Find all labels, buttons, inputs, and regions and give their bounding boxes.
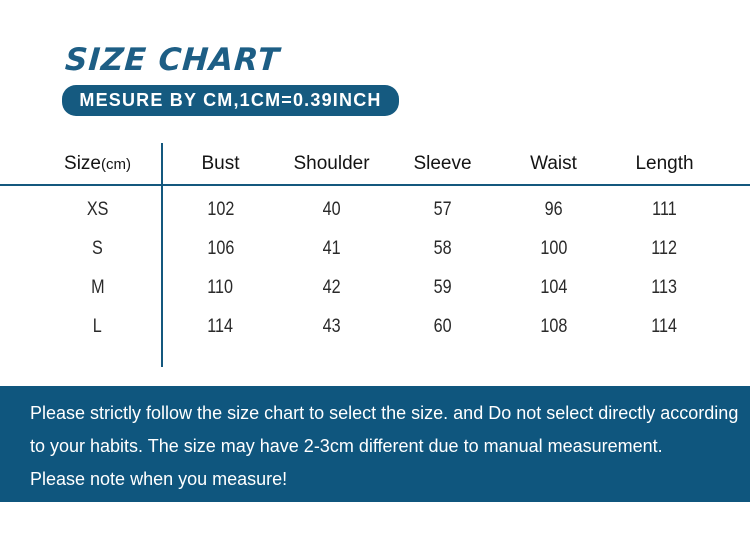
shoulder-cell: 43	[322, 315, 341, 337]
bust-cell: 110	[207, 276, 234, 298]
size-table-body	[0, 184, 750, 346]
footer-note-line-3: Please note when you measure!	[30, 469, 288, 489]
bust-cell: 106	[207, 237, 234, 259]
column-header-waist: Waist	[530, 152, 577, 174]
measure-unit-badge-label: MESURE BY CM,1CM=0.39INCH	[79, 90, 382, 110]
table-row-l	[0, 307, 720, 346]
column-header-sleeve: Sleeve	[413, 152, 472, 174]
waist-cell: 100	[540, 237, 567, 259]
column-header-size	[0, 153, 165, 175]
waist-cell: 108	[540, 315, 567, 337]
waist-cell: 104	[540, 276, 567, 298]
size-label: Size	[64, 152, 101, 174]
length-cell: 113	[651, 276, 678, 298]
measure-unit-badge	[62, 85, 399, 116]
shoulder-cell: 41	[322, 237, 341, 259]
size-table	[0, 143, 750, 369]
column-header-length: Length	[635, 152, 694, 174]
bust-cell: 102	[207, 198, 234, 220]
waist-cell: 96	[544, 198, 563, 220]
table-row-s	[0, 229, 720, 268]
length-cell: 111	[652, 198, 677, 220]
page-title: SIZE CHART	[64, 42, 282, 78]
size-cell: L	[92, 315, 102, 337]
size-cell: S	[92, 237, 103, 259]
sleeve-cell: 60	[433, 315, 452, 337]
footer-note	[0, 386, 750, 502]
size-table-header-row	[0, 143, 720, 184]
size-column-divider-line	[161, 143, 163, 367]
table-row-m	[0, 268, 720, 307]
column-header-bust: Bust	[201, 152, 240, 174]
table-row-xs	[0, 190, 720, 229]
length-cell: 112	[651, 237, 678, 259]
column-header-shoulder: Shoulder	[293, 152, 370, 174]
size-unit-label: (cm)	[100, 155, 131, 173]
length-cell: 114	[651, 315, 678, 337]
footer-note-line-2: to your habits. The size may have 2-3cm different due to manual measurement.	[30, 436, 663, 456]
header-divider-line	[0, 184, 750, 186]
size-cell: XS	[86, 198, 109, 220]
footer-note-line-1: Please strictly follow the size chart to select the size. and Do not select directly according	[30, 403, 739, 423]
bust-cell: 114	[207, 315, 234, 337]
sleeve-cell: 58	[433, 237, 452, 259]
size-cell: M	[90, 276, 105, 298]
sleeve-cell: 57	[433, 198, 452, 220]
sleeve-cell: 59	[433, 276, 452, 298]
shoulder-cell: 42	[322, 276, 341, 298]
shoulder-cell: 40	[322, 198, 341, 220]
